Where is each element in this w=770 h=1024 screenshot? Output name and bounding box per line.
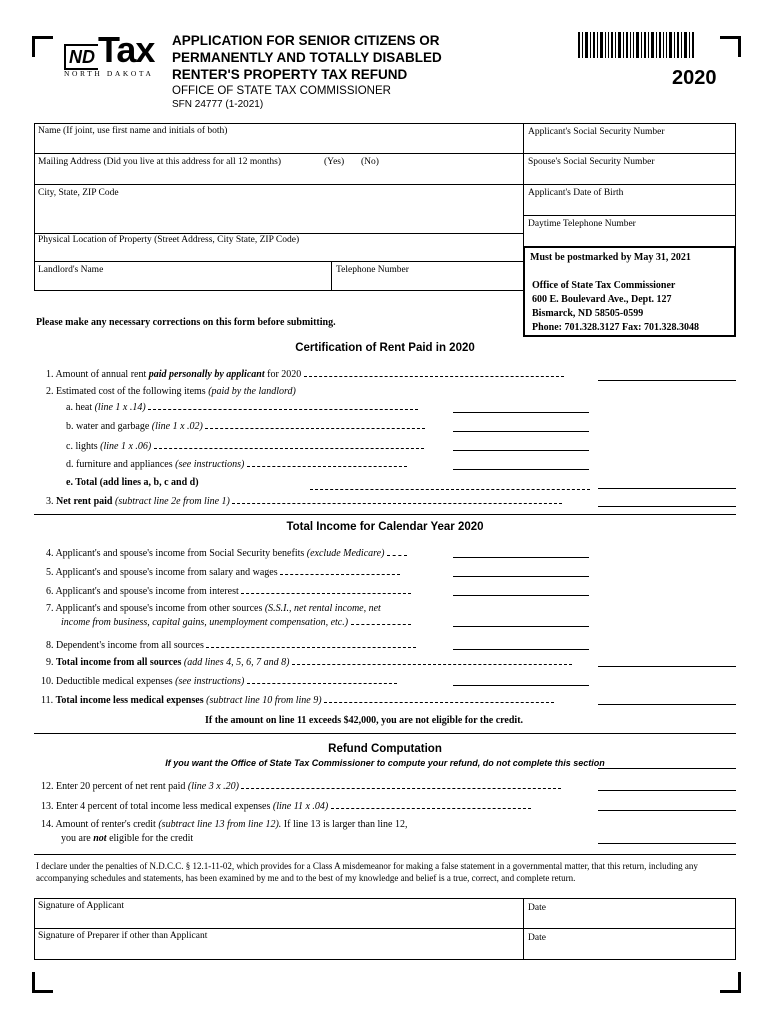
line-7-emphasis-1: (S.S.I., net rental income, net bbox=[264, 603, 381, 614]
leader-dash bbox=[247, 458, 407, 467]
line-2d-text: d. furniture and appliances bbox=[66, 459, 176, 470]
line-2b-label bbox=[66, 420, 450, 432]
refund-section-subtitle: If you want the Office of State Tax Commissioner to compute your refund, do not complete this section bbox=[165, 758, 605, 768]
line-12-label bbox=[41, 780, 594, 792]
preparer-label: Signature of Preparer if other than Applicant bbox=[38, 931, 208, 941]
line-9-amount[interactable] bbox=[598, 666, 736, 667]
line-6-amount[interactable] bbox=[453, 595, 589, 596]
line-9-text: 9. bbox=[46, 657, 56, 668]
line-4-label bbox=[46, 547, 450, 559]
line-12-amount[interactable] bbox=[598, 790, 736, 791]
mail-address1: 600 E. Boulevard Ave., Dept. 127 bbox=[532, 294, 672, 305]
leader-dash bbox=[324, 694, 554, 703]
dob-label: Applicant's Date of Birth bbox=[528, 188, 624, 198]
mailing-label: Mailing Address (Did you live at this address for all 12 months) bbox=[38, 157, 282, 167]
line-2-text: 2. Estimated cost of the following items bbox=[46, 386, 209, 397]
leader-dash bbox=[154, 440, 424, 449]
form-number: SFN 24777 (1-2021) bbox=[172, 99, 264, 110]
mailing-yes-option[interactable]: (Yes) bbox=[324, 157, 345, 167]
line-3-amount[interactable] bbox=[598, 506, 736, 507]
line-2c-amount[interactable] bbox=[453, 450, 589, 451]
line-8-text: 8. Dependent's income from all sources bbox=[46, 640, 204, 651]
line-10-text: 10. Deductible medical expenses bbox=[41, 676, 176, 687]
form-title-line2: PERMANENTLY AND TOTALLY DISABLED bbox=[172, 50, 442, 65]
line-10-label bbox=[41, 675, 450, 687]
form-title-line3: RENTER'S PROPERTY TAX REFUND bbox=[172, 67, 408, 82]
declaration-text: I declare under the penalties of N.D.C.C. § 12.1-11-02, which provides for a Class A misdemeanor for making a false statement in a governmental matter, that this return, including any accompanying schedules and statements, has been examined by me and to the best of my knowledge and belief is a true, correct, and complete return. bbox=[36, 861, 698, 883]
line-8-label bbox=[46, 639, 450, 651]
line-11-text: 11. bbox=[41, 695, 56, 706]
line-5-amount[interactable] bbox=[453, 576, 589, 577]
line-12-emphasis: (line 3 x .20) bbox=[187, 781, 239, 792]
line-3-text: 3. bbox=[46, 496, 56, 507]
line-9-emphasis: (add lines 4, 5, 6, 7 and 8) bbox=[181, 657, 290, 668]
section-divider bbox=[34, 733, 736, 734]
refund-top-rule bbox=[598, 768, 736, 769]
line-3-label bbox=[46, 495, 594, 507]
mail-office-name: Office of State Tax Commissioner bbox=[532, 280, 676, 291]
leader-dash bbox=[351, 616, 411, 625]
income-section-title: Total Income for Calendar Year 2020 bbox=[286, 521, 484, 533]
line-9-bold: Total income from all sources bbox=[56, 657, 182, 668]
line-2a-amount[interactable] bbox=[453, 412, 589, 413]
refund-section-title: Refund Computation bbox=[328, 743, 442, 755]
landlord-label: Landlord's Name bbox=[38, 265, 104, 275]
line-1-amount[interactable] bbox=[598, 380, 736, 381]
line-7-label bbox=[46, 603, 450, 614]
line-14-continued bbox=[61, 833, 594, 844]
line-11-emphasis: (subtract line 10 from line 9) bbox=[203, 695, 322, 706]
name-label: Name (If joint, use first name and initials of both) bbox=[38, 126, 228, 136]
line-8-amount[interactable] bbox=[453, 649, 589, 650]
postmark-deadline: Must be postmarked by May 31, 2021 bbox=[530, 252, 691, 263]
line-2e-leader bbox=[310, 477, 590, 495]
line-2a-label bbox=[66, 401, 450, 413]
corrections-note: Please make any necessary corrections on this form before submitting. bbox=[36, 317, 336, 328]
leader-dash bbox=[205, 420, 425, 429]
line-2c-emphasis: (line 1 x .06) bbox=[100, 441, 152, 452]
line-14-text: 14. Amount of renter's credit bbox=[41, 819, 159, 830]
line-6-label bbox=[46, 585, 450, 597]
line-4-text: 4. Applicant's and spouse's income from Social Security benefits bbox=[46, 548, 307, 559]
leader-dash bbox=[331, 800, 531, 809]
line-2b-text: b. water and garbage bbox=[66, 421, 152, 432]
line-14b-suffix: eligible for the credit bbox=[106, 833, 194, 844]
line-2c-text: c. lights bbox=[66, 441, 101, 452]
line-2b-amount[interactable] bbox=[453, 431, 589, 432]
applicant-info-grid bbox=[34, 123, 736, 337]
line-14-suffix: If line 13 is larger than line 12, bbox=[281, 819, 408, 830]
line-14-label bbox=[41, 819, 594, 830]
line-13-label bbox=[41, 800, 594, 812]
line-11-label bbox=[41, 694, 594, 706]
line-14b-text: you are bbox=[61, 833, 94, 844]
line-2b-emphasis: (line 1 x .02) bbox=[151, 421, 203, 432]
line-2e-total-amount[interactable] bbox=[598, 488, 736, 489]
line-13-emphasis: (line 11 x .04) bbox=[272, 801, 329, 812]
leader-dash bbox=[387, 547, 407, 556]
phone-label: Daytime Telephone Number bbox=[528, 219, 636, 229]
date-label: Date bbox=[528, 903, 546, 913]
signature-grid bbox=[34, 898, 736, 960]
city-label: City, State, ZIP Code bbox=[38, 188, 119, 198]
preparer-date-field[interactable] bbox=[523, 928, 736, 960]
signature-label: Signature of Applicant bbox=[38, 901, 125, 911]
property-label: Physical Location of Property (Street Address, City State, ZIP Code) bbox=[38, 235, 300, 245]
line-10-emphasis: (see instructions) bbox=[175, 676, 245, 687]
line-7-text: 7. Applicant's and spouse's income from other sources bbox=[46, 603, 265, 614]
spouse-ssn-label: Spouse's Social Security Number bbox=[528, 157, 655, 167]
line-5-label bbox=[46, 566, 450, 578]
office-name: OFFICE OF STATE TAX COMMISSIONER bbox=[172, 85, 391, 97]
line-7-amount[interactable] bbox=[453, 626, 589, 627]
line-13-text: 13. Enter 4 percent of total income less medical expenses bbox=[41, 801, 273, 812]
line-14b-emphasis: not bbox=[93, 833, 107, 844]
line-13-amount[interactable] bbox=[598, 810, 736, 811]
leader-dash bbox=[241, 585, 411, 594]
line-9-label bbox=[46, 656, 594, 668]
leader-dash bbox=[292, 656, 572, 665]
logo-state: NORTH DAKOTA bbox=[64, 69, 154, 78]
line-5-text: 5. Applicant's and spouse's income from salary and wages bbox=[46, 567, 278, 578]
tax-year: 2020 bbox=[672, 67, 717, 89]
line-11-amount[interactable] bbox=[598, 704, 736, 705]
section-divider bbox=[34, 514, 736, 515]
line-2a-emphasis: (line 1 x .14) bbox=[94, 402, 146, 413]
line-6-text: 6. Applicant's and spouse's income from interest bbox=[46, 586, 239, 597]
line-2a-text: a. heat bbox=[66, 402, 95, 413]
mail-phone-fax: Phone: 701.328.3127 Fax: 701.328.3048 bbox=[532, 322, 699, 333]
line-2d-amount[interactable] bbox=[453, 469, 589, 470]
line-4-amount[interactable] bbox=[453, 557, 589, 558]
leader-dash bbox=[241, 780, 561, 789]
leader-dash bbox=[247, 675, 397, 684]
form-title-line1: APPLICATION FOR SENIOR CITIZENS OR bbox=[172, 33, 440, 48]
line-1-suffix: for 2020 bbox=[264, 369, 302, 380]
line-10-amount[interactable] bbox=[453, 685, 589, 686]
logo-tax: Tax bbox=[98, 29, 155, 70]
line-14-emphasis: (subtract line 13 from line 12). bbox=[158, 819, 282, 830]
crop-mark-top-right bbox=[720, 36, 741, 57]
crop-mark-top-left bbox=[32, 36, 53, 57]
leader-dash bbox=[148, 401, 418, 410]
section-divider bbox=[34, 854, 736, 855]
line-3-emphasis: (subtract line 2e from line 1) bbox=[112, 496, 230, 507]
leader-dash bbox=[232, 495, 562, 504]
leader-dash bbox=[280, 566, 400, 575]
eligibility-note: If the amount on line 11 exceeds $42,000, you are not eligible for the credit. bbox=[205, 715, 524, 726]
line-1-text: 1. Amount of annual rent bbox=[46, 369, 149, 380]
line-4-emphasis: (exclude Medicare) bbox=[306, 548, 385, 559]
leader-dash bbox=[304, 368, 564, 377]
line-11-bold: Total income less medical expenses bbox=[55, 695, 204, 706]
line-2d-emphasis: (see instructions) bbox=[175, 459, 245, 470]
applicant-date-field[interactable] bbox=[523, 898, 736, 929]
line-7-emphasis-2: income from business, capital gains, unemployment compensation, etc.) bbox=[61, 617, 349, 628]
line-2-emphasis: (paid by the landlord) bbox=[208, 386, 296, 397]
ssn-label: Applicant's Social Security Number bbox=[528, 127, 665, 137]
logo-nd: ND bbox=[64, 44, 98, 70]
line-2d-label bbox=[66, 458, 450, 470]
line-3-bold: Net rent paid bbox=[56, 496, 113, 507]
mailing-no-option[interactable]: (No) bbox=[361, 157, 379, 167]
crop-mark-bottom-right bbox=[720, 972, 741, 993]
barcode bbox=[578, 32, 696, 58]
date-label-2: Date bbox=[528, 933, 546, 943]
line-2-label bbox=[46, 386, 594, 397]
line-7-continued bbox=[61, 616, 450, 628]
landlord-phone-label: Telephone Number bbox=[336, 265, 409, 275]
line-2c-label bbox=[66, 440, 450, 452]
line-14-amount[interactable] bbox=[598, 843, 736, 844]
line-12-text: 12. Enter 20 percent of net rent paid bbox=[41, 781, 188, 792]
mail-address2: Bismarck, ND 58505-0599 bbox=[532, 308, 644, 319]
line-2e-label: e. Total (add lines a, b, c and d) bbox=[66, 477, 199, 488]
leader-dash bbox=[206, 639, 416, 648]
rent-section-title: Certification of Rent Paid in 2020 bbox=[295, 342, 475, 354]
nd-tax-logo bbox=[60, 29, 156, 78]
crop-mark-bottom-left bbox=[32, 972, 53, 993]
line-1-emphasis: paid personally by applicant bbox=[148, 369, 265, 380]
line-1-label bbox=[46, 368, 594, 380]
